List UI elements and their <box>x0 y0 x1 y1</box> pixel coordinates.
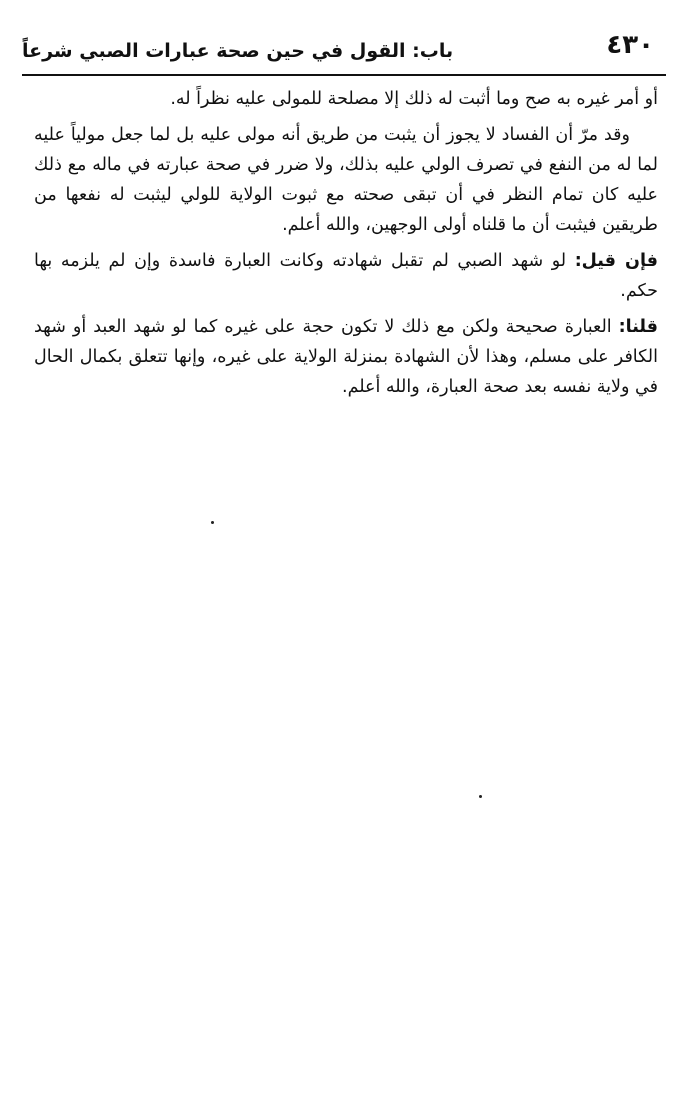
paragraph-text: وقد مرّ أن الفساد لا يجوز أن يثبت من طريق أنه مولى عليه بل لما جعل مولياً عليه لما له من النفع في تصرف الولي عليه بذلك، ولا ضرر في صحة عبارته في ماله مع ذلك عليه كان تمام النظر في أن تبقى صحته مع ثبوت الولاية للولي ليثبت له نفعها من طريقين فيثبت أن ما قلناه أولى الوجهين، والله أعلم. <box>34 125 658 235</box>
paragraph-text: أو أمر غيره به صح وما أثبت له ذلك إلا مصلحة للمولى عليه نظراً له. <box>170 89 658 109</box>
paragraph-objection <box>34 246 658 306</box>
scan-speck <box>211 521 214 524</box>
running-title: باب: القول في حين صحة عبارات الصبي شرعاً <box>22 40 454 62</box>
paragraph-continuation <box>34 84 658 114</box>
reply-lead: قلنا: <box>618 317 658 337</box>
main-text <box>34 84 658 408</box>
header-divider <box>22 74 666 76</box>
paragraph-reply <box>34 312 658 402</box>
paragraph-text: العبارة صحيحة ولكن مع ذلك لا تكون حجة على غيره كما لو شهد العبد أو شهد الكافر على مسلم، وهذا لأن الشهادة بمنزلة الولاية على غيره، وإنها تتعلق بكمال الحال في ولاية نفسه بعد صحة العبارة، والله أعلم. <box>34 317 658 397</box>
page-number: ٤٣٠ <box>606 30 654 60</box>
page-header <box>22 28 664 76</box>
paragraph-text: لو شهد الصبي لم تقبل شهادته وكانت العبارة فاسدة وإن لم يلزمه بها حكم. <box>34 251 658 301</box>
scan-speck <box>479 795 482 798</box>
objection-lead: فإن قيل: <box>574 251 658 271</box>
paragraph-argument <box>34 120 658 240</box>
